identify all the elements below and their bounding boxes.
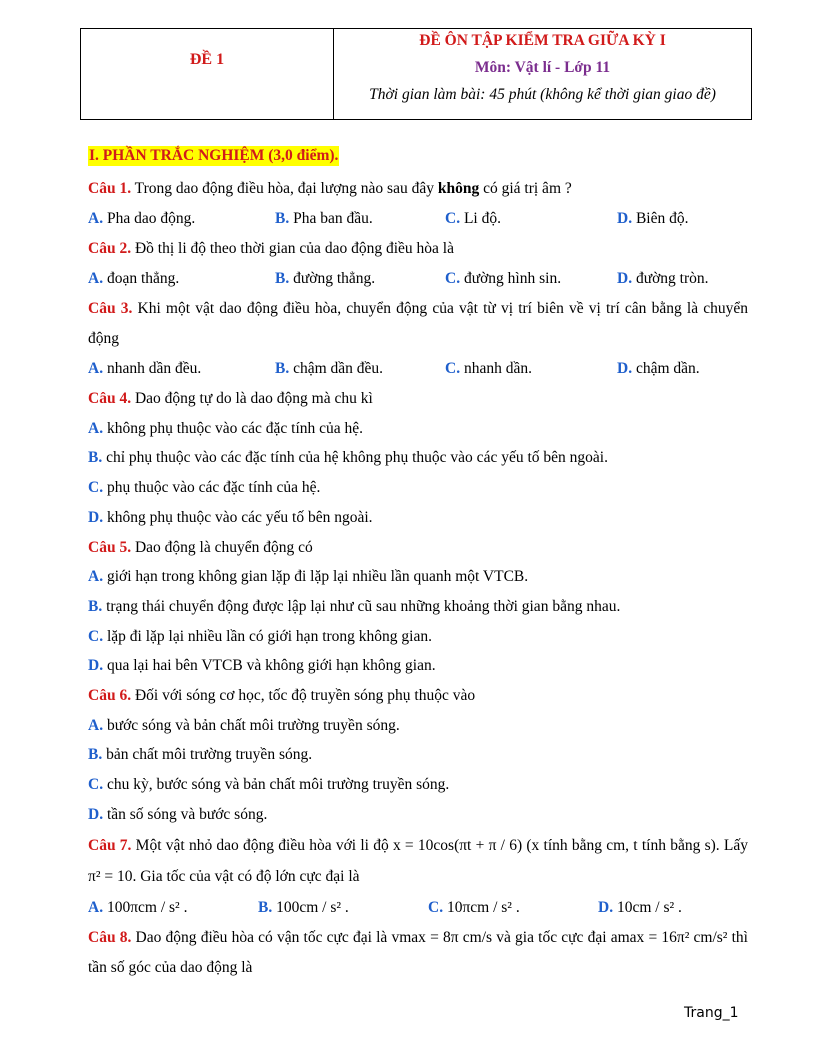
option-text: lặp đi lặp lại nhiều lần có giới hạn trong không gian. <box>103 627 432 645</box>
option-letter: B. <box>275 270 290 287</box>
option-letter: A. <box>88 716 104 734</box>
option-text: không phụ thuộc vào các yếu tố bên ngoài. <box>103 508 373 526</box>
option-a[interactable] <box>88 414 748 444</box>
option-a[interactable] <box>88 892 258 923</box>
question-text: Dao động điều hòa có vận tốc cực đại là vmax = 8π cm/s và gia tốc cực đại amax = 16π² cm/s² thì tần số góc của dao động là <box>88 928 748 976</box>
exam-header-table <box>80 28 752 120</box>
option-text: đường hình sin. <box>460 270 562 287</box>
option-letter: C. <box>428 898 444 916</box>
exam-code: ĐỀ 1 <box>189 51 225 68</box>
exam-code-cell <box>81 29 334 119</box>
option-b[interactable] <box>88 592 748 622</box>
option-c[interactable] <box>88 770 748 800</box>
option-letter: A. <box>88 270 104 287</box>
question-label: Câu 6. <box>88 687 132 705</box>
question-text: Một vật nhỏ dao động điều hòa với li độ <box>131 836 393 854</box>
option-letter: A. <box>88 210 104 227</box>
option-d[interactable] <box>617 204 748 234</box>
question-3 <box>88 294 748 384</box>
formula-pi-squared: π² = 10 <box>88 867 133 885</box>
option-letter: B. <box>275 360 290 377</box>
option-text: trạng thái chuyển động được lập lại như cũ sau những khoảng thời gian bằng nhau. <box>102 597 621 615</box>
option-b[interactable] <box>88 443 748 473</box>
option-letter: B. <box>258 898 273 916</box>
option-d[interactable] <box>617 264 748 294</box>
page-number: Trang_1 <box>684 1005 739 1021</box>
option-b[interactable] <box>275 354 445 384</box>
option-b[interactable] <box>88 740 748 770</box>
option-text: phụ thuộc vào các đặc tính của hệ. <box>103 479 321 497</box>
question-text: Đối với sóng cơ học, tốc độ truyền sóng phụ thuộc vào <box>131 687 476 705</box>
exam-subject: Môn: Vật lí - Lớp 11 <box>474 59 611 76</box>
question-label: Câu 1. <box>88 180 132 197</box>
option-text: qua lại hai bên VTCB và không giới hạn không gian. <box>103 657 436 675</box>
option-d[interactable] <box>617 354 748 384</box>
option-c[interactable] <box>88 622 748 652</box>
option-letter: A. <box>88 419 104 437</box>
option-c[interactable] <box>428 892 598 923</box>
question-6 <box>88 681 748 830</box>
option-b[interactable] <box>258 892 428 923</box>
question-text: Trong dao động điều hòa, đại lượng nào sau đây <box>131 180 438 197</box>
option-letter: A. <box>88 360 104 377</box>
option-text: chậm dần. <box>632 360 700 377</box>
option-d[interactable] <box>88 800 748 830</box>
option-text: đường thẳng. <box>289 270 376 287</box>
option-text: 10πcm / s² . <box>443 898 520 916</box>
option-letter: D. <box>88 805 104 823</box>
option-text: nhanh dần. <box>460 360 532 377</box>
option-text: Biên độ. <box>632 210 689 227</box>
question-7 <box>88 830 748 923</box>
option-text: chỉ phụ thuộc vào các đặc tính của hệ không phụ thuộc vào các yếu tố bên ngoài. <box>102 449 608 467</box>
option-c[interactable] <box>445 354 617 384</box>
question-label: Câu 7. <box>88 836 132 854</box>
option-letter: C. <box>88 776 104 794</box>
option-letter: A. <box>88 898 104 916</box>
option-d[interactable] <box>88 503 748 533</box>
question-label: Câu 2. <box>88 240 132 257</box>
option-letter: A. <box>88 568 104 586</box>
option-letter: B. <box>88 597 103 615</box>
option-c[interactable] <box>445 204 617 234</box>
option-c[interactable] <box>445 264 617 294</box>
exam-title: ĐỀ ÔN TẬP KIỂM TRA GIỮA KỲ I <box>419 32 666 49</box>
option-c[interactable] <box>88 473 748 503</box>
option-d[interactable] <box>88 651 748 681</box>
exam-info-cell <box>334 29 751 119</box>
option-letter: B. <box>88 449 103 467</box>
question-2 <box>88 234 748 294</box>
option-text: 100πcm / s² . <box>103 898 188 916</box>
option-a[interactable] <box>88 264 275 294</box>
question-text: Dao động tự do là dao động mà chu kì <box>131 390 373 407</box>
option-letter: D. <box>617 270 633 287</box>
question-label: Câu 5. <box>88 538 132 556</box>
option-text: đường tròn. <box>632 270 709 287</box>
question-8 <box>88 923 748 983</box>
question-emphasis: không <box>437 180 480 197</box>
option-b[interactable] <box>275 264 445 294</box>
option-letter: D. <box>598 898 614 916</box>
option-a[interactable] <box>88 354 275 384</box>
option-a[interactable] <box>88 711 748 741</box>
question-text: Khi một vật dao động điều hòa, chuyển động của vật từ vị trí biên về vị trí cân bằng là chuyển động <box>88 300 748 347</box>
exam-content <box>88 146 748 983</box>
option-letter: C. <box>88 479 104 497</box>
option-text: 10cm / s² . <box>613 898 682 916</box>
option-text: Pha ban đầu. <box>289 210 373 227</box>
question-text: (x tính bằng cm, t tính bằng s). Lấy <box>522 836 748 854</box>
question-5 <box>88 533 748 682</box>
option-letter: B. <box>275 210 290 227</box>
option-a[interactable] <box>88 562 748 592</box>
option-letter: D. <box>617 210 633 227</box>
option-b[interactable] <box>275 204 445 234</box>
option-letter: D. <box>617 360 633 377</box>
exam-time: Thời gian làm bài: 45 phút (không kể thời gian giao đề) <box>369 86 716 103</box>
option-letter: C. <box>445 270 461 287</box>
option-text: bước sóng và bản chất môi trường truyền sóng. <box>103 716 400 734</box>
formula-displacement: x = 10cos(πt + π / 6) <box>392 836 523 854</box>
option-text: đoạn thẳng. <box>103 270 180 287</box>
question-text: Dao động là chuyển động có <box>131 538 313 556</box>
option-text: chậm dần đều. <box>289 360 384 377</box>
option-a[interactable] <box>88 204 275 234</box>
question-text: có giá trị âm ? <box>479 180 572 197</box>
option-letter: D. <box>88 657 104 675</box>
option-letter: B. <box>88 746 103 764</box>
question-label: Câu 4. <box>88 390 132 407</box>
option-letter: C. <box>445 210 461 227</box>
option-text: bản chất môi trường truyền sóng. <box>102 746 313 764</box>
question-4 <box>88 384 748 533</box>
question-1 <box>88 174 748 234</box>
question-label: Câu 8. <box>88 928 132 946</box>
option-text: nhanh dần đều. <box>103 360 202 377</box>
option-letter: C. <box>88 627 104 645</box>
question-text: Đồ thị li độ theo thời gian của dao động điều hòa là <box>131 240 454 257</box>
option-text: Li độ. <box>460 210 501 227</box>
question-text: . Gia tốc của vật có độ lớn cực đại là <box>132 867 360 885</box>
option-text: giới hạn trong không gian lặp đi lặp lại nhiều lần quanh một VTCB. <box>103 568 529 586</box>
option-text: 100cm / s² . <box>272 898 349 916</box>
option-d[interactable] <box>598 892 748 923</box>
option-letter: D. <box>88 508 104 526</box>
option-text: không phụ thuộc vào các đặc tính của hệ. <box>103 419 364 437</box>
question-label: Câu 3. <box>88 300 133 317</box>
section-title: I. PHẦN TRẮC NGHIỆM (3,0 điểm). <box>89 147 339 164</box>
option-text: tần số sóng và bước sóng. <box>103 805 268 823</box>
option-text: chu kỳ, bước sóng và bản chất môi trường truyền sóng. <box>103 776 450 794</box>
option-text: Pha dao động. <box>103 210 196 227</box>
option-letter: C. <box>445 360 461 377</box>
